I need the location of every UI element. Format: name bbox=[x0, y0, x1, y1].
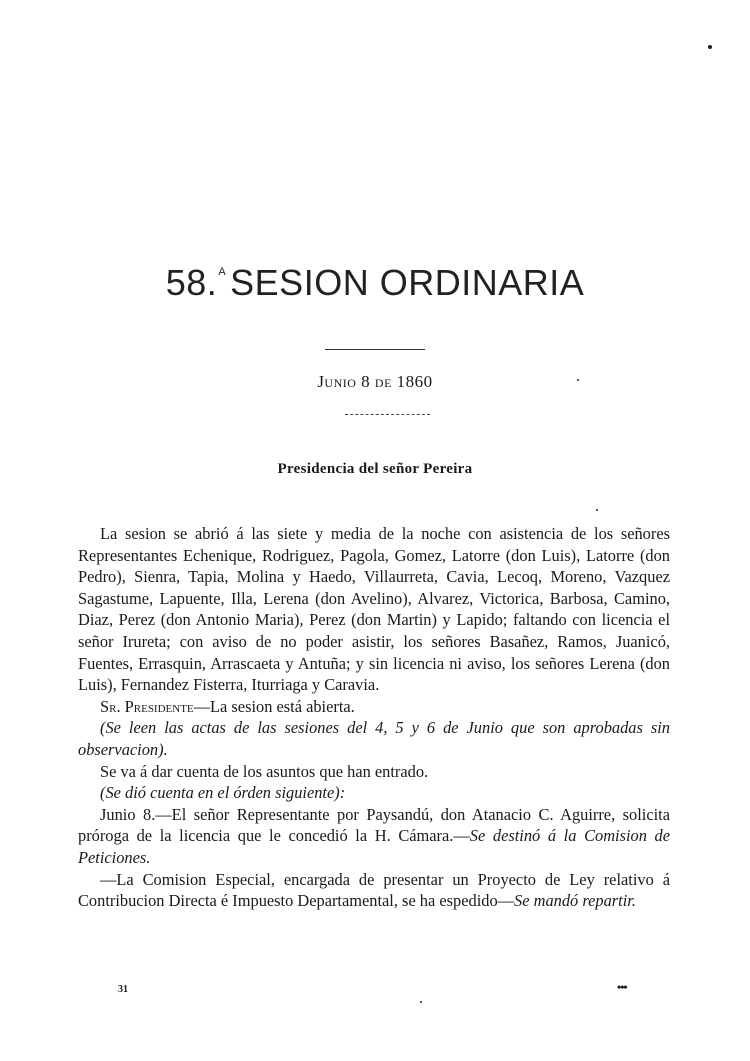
session-title bbox=[0, 262, 750, 304]
minutes-approval-paragraph: (Se leen las actas de las sesiones del 4, 5 y 6 de Junio que son aprobadas sin observacion). bbox=[78, 718, 670, 759]
footer-marks: ••• bbox=[617, 980, 627, 994]
speaker-statement: —La sesion está abierta. bbox=[193, 696, 355, 716]
commission-resolution: Se mandó repartir. bbox=[514, 891, 636, 911]
license-request-text: Junio 8.—El señor Representante por Paysandú, don Atanacio C. Aguirre, solicita próroga de la licencia que le concedió la H. Cámara. bbox=[78, 804, 670, 846]
date-divider bbox=[345, 414, 430, 415]
agenda-paragraph: Se va á dar cuenta de los asuntos que han entrado. bbox=[100, 761, 429, 781]
ink-speck bbox=[596, 509, 598, 511]
session-minutes bbox=[78, 523, 670, 912]
license-request-paragraph bbox=[78, 804, 670, 869]
commission-paragraph bbox=[78, 869, 670, 912]
title-divider bbox=[325, 349, 425, 350]
presidency-heading: Presidencia del señor Pereira bbox=[277, 461, 473, 477]
ink-speck bbox=[577, 379, 579, 381]
ink-speck bbox=[708, 45, 712, 49]
page-number: 31 bbox=[118, 984, 128, 995]
attendance-paragraph: La sesion se abrió á las siete y media de la noche con asistencia de los señores Representantes Echenique, Rodriguez, Pagola, Gomez, Latorre (don Luis), Latorre (don Pedro), Sienra, Tapia, Molina y Haedo, Villaurreta, Cavia, Lecoq, Moreno, Vazquez Sagastume, Lapuente, Illa, Lerena (don Avelino), Alvarez, Victorica, Barbosa, Camino, Diaz, Perez (don Antonio Maria), Perez (don Martin) y Lapido; faltando con licencia el señor Irureta; con aviso de no poder asistir, los señores Basañez, Ramos, Juanicó, Fuentes, Errasquin, Arrascaeta y Antuña; y sin licencia ni aviso, los señores Lerena (don Luis), Fernandez Fisterra, Iturriaga y Caravia. bbox=[78, 524, 670, 695]
order-paragraph: (Se dió cuenta en el órden siguiente): bbox=[100, 783, 346, 803]
session-number: 58. bbox=[165, 262, 218, 303]
license-request-resolution: Se destinó á la Comision de Peticiones. bbox=[78, 826, 671, 867]
commission-text: —La Comision Especial, encargada de presentar un Proyecto de Ley relativo á Contribucion Directa é Impuesto Departamental, se ha espedido— bbox=[78, 869, 670, 911]
speaker-label: Sr. Presidente bbox=[100, 696, 194, 716]
opening-paragraph bbox=[78, 696, 670, 718]
ink-speck bbox=[420, 1001, 422, 1003]
session-date: Junio 8 de 1860 bbox=[317, 372, 433, 391]
license-request-dash: — bbox=[453, 826, 470, 846]
session-name: SESION ORDINARIA bbox=[230, 262, 585, 303]
ordinal-mark: A bbox=[218, 266, 227, 278]
